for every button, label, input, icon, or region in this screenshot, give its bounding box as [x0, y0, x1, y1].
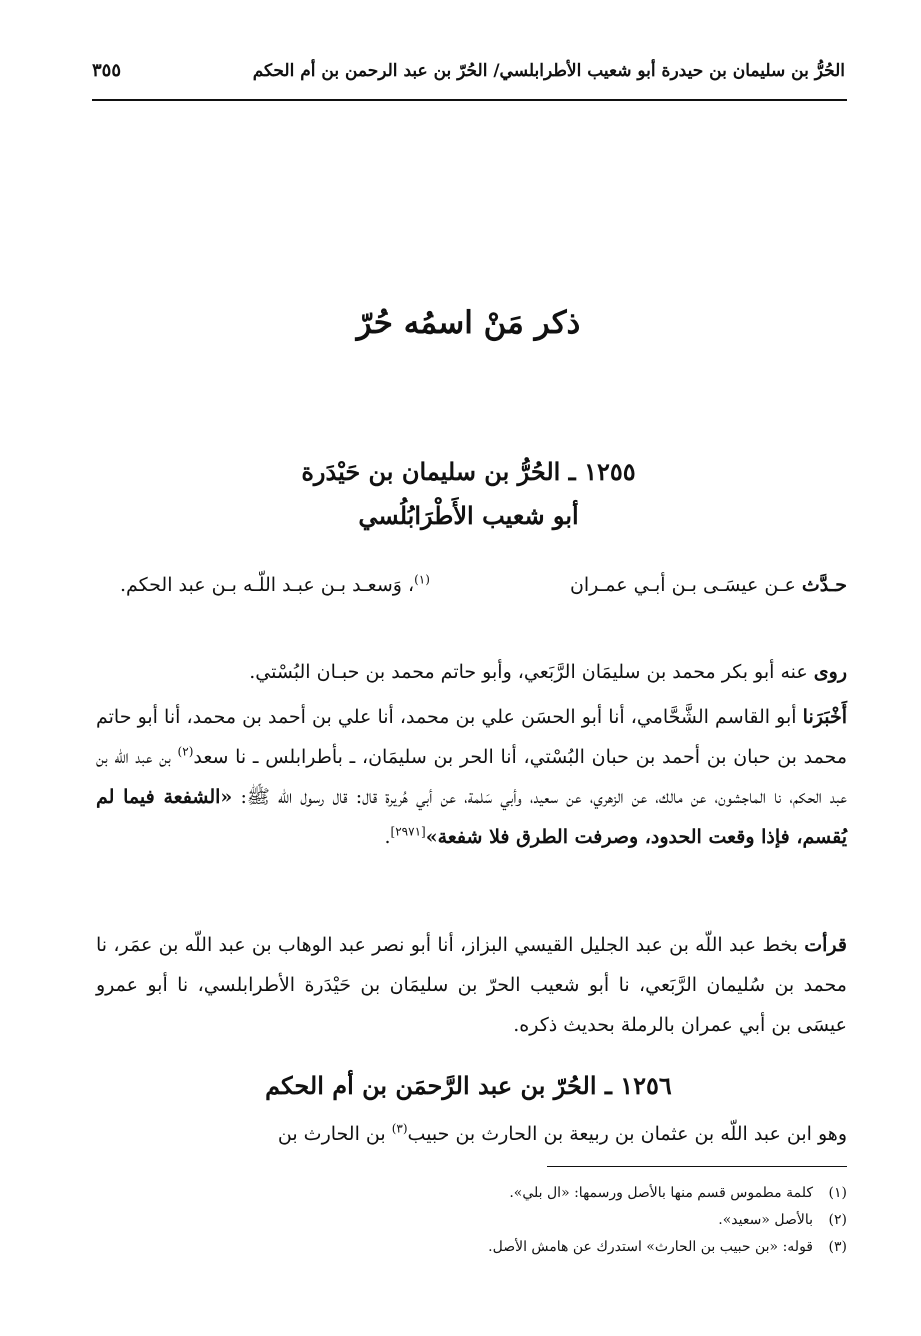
paragraph-narrated-text-a: عـن عيسَـى بـن أبـي عمـران [569, 574, 802, 596]
section-title: ذكر مَنْ اسمُه حُرّ [356, 305, 581, 341]
paragraph-isnad [96, 697, 847, 857]
footnote-number: (٢) [828, 1212, 847, 1228]
keyword-akhbarana: أَخْبَرَنا [802, 706, 847, 728]
entry-1256-title: ١٢٥٦ ـ الحُرّ بن عبد الرَّحمَن بن أم الحكم [265, 1071, 672, 1100]
keyword-haddath: حـدَّث [801, 574, 847, 596]
paragraph-narrated [96, 565, 847, 605]
paragraph-read-text: بخط عبد اللّه بن عبد الجليل القيسي البزاز، أنا أبو نصر عبد الوهاب بن عبد اللّه بن عمَر، نا محمد بن سُليمان الرَّبَعي، نا أبو شعيب الحرّ بن سليمَان بن حَيْدَرة الأطرابلسي، نا أبو عمرو عيسَى بن أبي عمران بالرملة بحديث ذكره. [96, 934, 847, 1036]
paragraph-lineage-text-a: وهو ابن عبد اللّه بن عثمان بن ربيعة بن الحارث بن حبيب [407, 1123, 847, 1145]
paragraph-read [96, 925, 847, 1045]
hadith-number: [٢٩٧١] [390, 824, 426, 839]
paragraph-transmitters [96, 652, 847, 692]
footnote-number: (١) [828, 1185, 847, 1201]
footnote-ref-1: (١) [414, 572, 430, 587]
paragraph-isnad-text-a: أبو القاسم الشَّحَّامي، أنا أبو الحسَن علي بن محمد، أنا علي بن أحمد بن محمد، أنا أبو حاتم محمد بن حبان بن أحمد بن حبان البُسْتي، أنا الحر بن سليمَان، ـ بأطرابلس ـ نا سعد [96, 706, 847, 768]
footnotes [96, 1180, 847, 1261]
footnote [96, 1180, 847, 1207]
keyword-qara-tu: قرأت [804, 934, 847, 956]
paragraph-lineage [96, 1114, 847, 1154]
page-number: ٣٥٥ [92, 60, 122, 81]
running-header [92, 60, 845, 81]
paragraph-isnad-text-b: بن عبد اللّه بن عبد الحكم، نا الماجشون، عن مالك، عن الزهري، عن سعيد، وأبي سَلمة، عن أبي هُريرة قال: قال رسول الله ﷺ: [96, 746, 848, 808]
paragraph-isnad-end: . [384, 826, 391, 848]
footnote [96, 1207, 847, 1234]
paragraph-narrated-text-b: ، وَسعـد بـن عبـد اللّـه بـن عبد الحكم. [119, 574, 415, 596]
footnote [96, 1234, 847, 1261]
entry-1255-title-line2: أبو شعيب الأَطْرَابُلُسي [358, 501, 579, 530]
entry-1255-title-line1: ١٢٥٥ ـ الحُرُّ بن سليمان بن حَيْدَرة [301, 457, 636, 486]
footnote-ref-2: (٢) [177, 744, 194, 759]
header-rule [92, 99, 847, 101]
paragraph-transmitters-text: عنه أبو بكر محمد بن سليمَان الرَّبَعي، وأبو حاتم محمد بن حبـان البُسْتي. [249, 661, 814, 683]
footnote-ref-3: (٣) [391, 1121, 408, 1136]
footnote-text: قوله: «بن حبيب بن الحارث» استدرك عن هامش الأصل. [488, 1239, 813, 1255]
running-title: الحُرُّ بن سليمان بن حيدرة أبو شعيب الأطرابلسي/ الحُرّ بن عبد الرحمن بن أم الحكم [252, 61, 845, 81]
entry-1255-title [92, 450, 845, 538]
footnote-number: (٣) [828, 1239, 847, 1255]
footnote-text: بالأصل «سعيد». [718, 1212, 813, 1228]
footnote-text: كلمة مطموس قسم منها بالأصل ورسمها: «ال بلي». [509, 1185, 813, 1201]
paragraph-lineage-text-b: بن الحارث بن [277, 1123, 392, 1145]
footnote-rule [547, 1166, 847, 1167]
hadith-text: «الشفعة فيما لم يُقسم، فإذا وقعت الحدود، وصرفت الطرق فلا شفعة» [96, 786, 847, 848]
keyword-rawa: روى [813, 661, 847, 683]
